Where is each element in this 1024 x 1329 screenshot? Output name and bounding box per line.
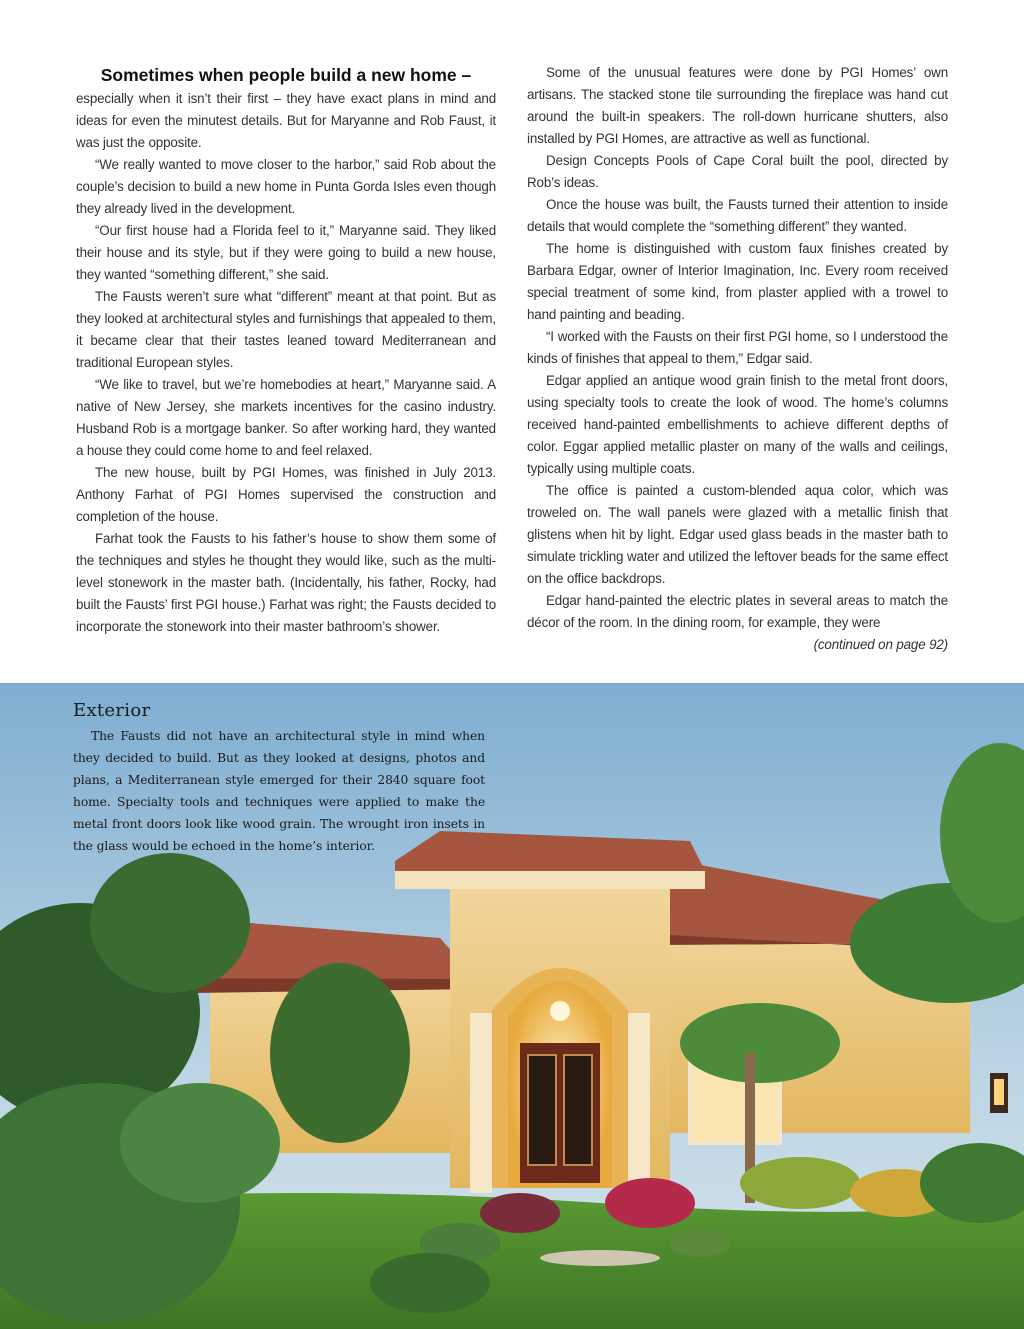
article-paragraph: Design Concepts Pools of Cape Coral built the pool, directed by Rob’s ideas. [527,153,948,190]
article-paragraph: “I worked with the Fausts on their first PGI home, so I understood the kinds of finishes that appeal to them,” Edgar said. [527,329,948,366]
article-paragraph: The Fausts weren’t sure what “different” meant at that point. But as they looked at architectural styles and furnishings that appealed to them, it became clear that their tastes leaned toward Mediterranean and traditional European styles. [76,289,496,370]
article-paragraph: Farhat took the Fausts to his father’s house to show them some of the techniques and styles he thought they would like, such as the multi-level stonework in the master bath. (Incidentally, his father, Rocky, had built the Fausts’ first PGI house.) Farhat was right; the Fausts decided to incorporate the stonework into their master bathroom’s shower. [76,531,496,634]
article-right-column [527,62,948,656]
article-paragraph: Edgar applied an antique wood grain finish to the metal front doors, using specialty tools to create the look of wood. The home’s columns received hand-painted embellishments to achieve different depths of color. Eggar applied metallic plaster on many of the walls and ceilings, typically using multiple coats. [527,373,948,476]
photo-caption [73,700,485,857]
article-paragraph: “Our first house had a Florida feel to it,” Maryanne said. They liked their house and its style, but if they were going to build a new house, they wanted “something different,” she said. [76,223,496,282]
caption-heading: Exterior [73,700,151,721]
article-left-column [76,62,496,638]
article-paragraph: Once the house was built, the Fausts turned their attention to inside details that would complete the “something different” they wanted. [527,197,948,234]
article-paragraph: Edgar hand-painted the electric plates in several areas to match the décor of the room. In the dining room, for example, they were [527,593,948,630]
article-paragraph: “We like to travel, but we’re homebodies at heart,” Maryanne said. A native of New Jersey, she markets incentives for the casino industry. Husband Rob is a mortgage banker. So after working hard, they wanted a house they could come home to and feel relaxed. [76,377,496,458]
article-paragraph: Some of the unusual features were done by PGI Homes’ own artisans. The stacked stone tile surrounding the fireplace was hand cut around the built-in speakers. The roll-down hurricane shutters, also installed by PGI Homes, are attractive as well as functional. [527,65,948,146]
article-paragraph: Sometimes when people build a new home – especially when it isn’t their first – they have exact plans in mind and ideas for even the minutest details. But for Maryanne and Rob Faust, it was just the opposite. [76,62,496,154]
lead-in-heading: Sometimes when people build a new home – [100,65,472,85]
caption-text: The Fausts did not have an architectural style in mind when they decided to build. But as they looked at designs, photos and plans, a Mediterranean style emerged for their 2840 square foot home. Specialty tools and techniques were applied to make the metal front doors look like wood grain. The wrought iron insets in the glass would be echoed in the home’s interior. [73,729,485,853]
article-paragraph: The new house, built by PGI Homes, was finished in July 2013. Anthony Farhat of PGI Homes supervised the construction and completion of the house. [76,465,496,524]
article-paragraph: “We really wanted to move closer to the harbor,” said Rob about the couple’s decision to build a new home in Punta Gorda Isles even though they already lived in the development. [76,157,496,216]
article-paragraph: The office is painted a custom-blended aqua color, which was troweled on. The wall panels were glazed with a metallic finish that glistens when hit by light. Edgar used glass beads in the master bath to simulate trickling water and utilized the leftover beads for the same effect on the office backdrops. [527,483,948,586]
continued-note: (continued on page 92) [813,637,948,652]
article-paragraph: The home is distinguished with custom faux finishes created by Barbara Edgar, owner of Interior Imagination, Inc. Every room received special treatment of some kind, from plaster applied with a trowel to hand painting and beading. [527,241,948,322]
